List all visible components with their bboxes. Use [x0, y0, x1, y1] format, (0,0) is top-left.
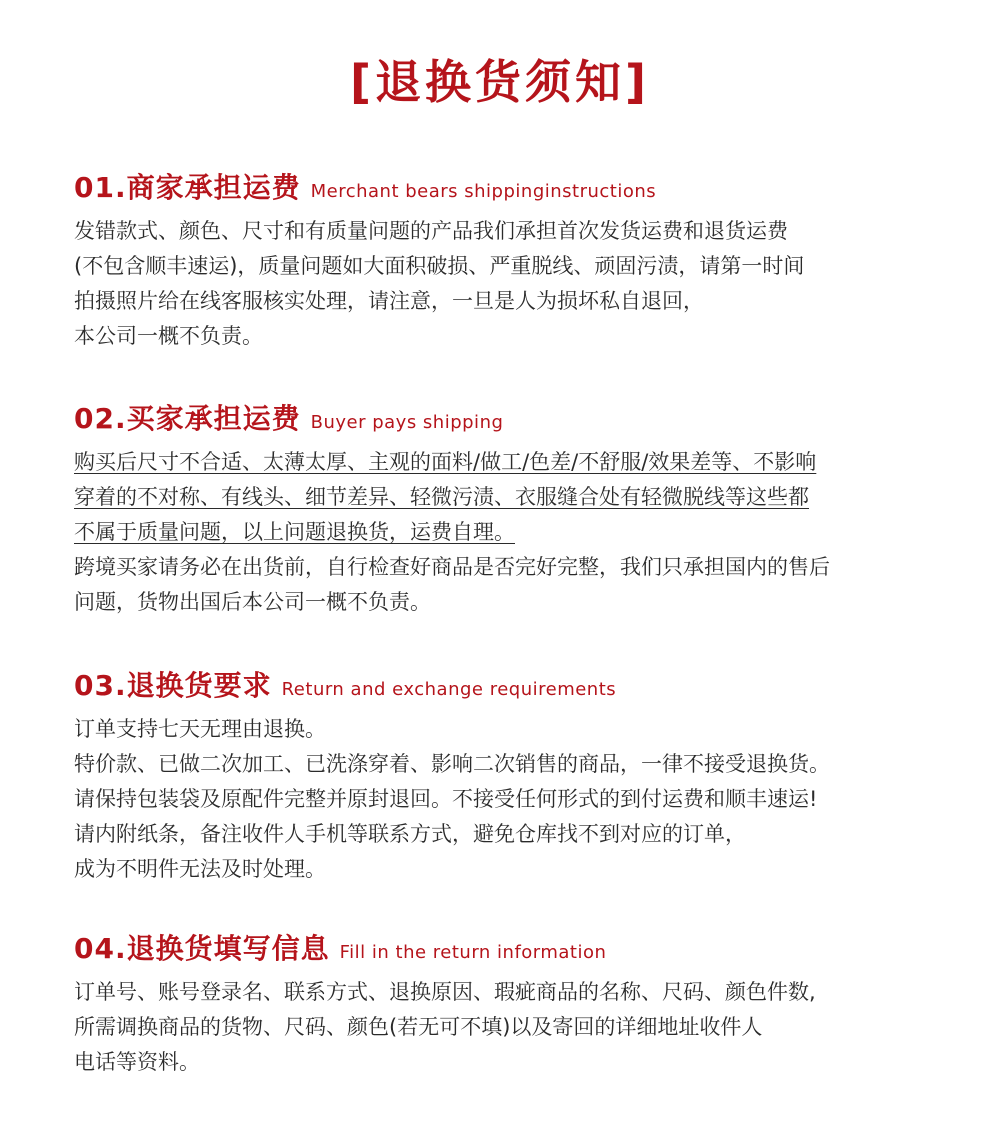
section-body	[74, 712, 944, 887]
section-merchant-bears-shipping	[74, 166, 944, 354]
body-line: 请保持包装袋及原配件完整并原封退回。不接受任何形式的到付运费和顺丰速运!	[74, 787, 818, 811]
section-title: 04.退换货填写信息	[74, 932, 330, 965]
underlined-line	[74, 445, 944, 480]
section-title: 02.买家承担运费	[74, 402, 301, 435]
body-line: 所需调换商品的货物、尺码、颜色(若无可不填)以及寄回的详细地址收件人	[74, 1015, 763, 1039]
underlined-line	[74, 480, 944, 515]
section-body	[74, 445, 944, 620]
body-line: 订单号、账号登录名、联系方式、退换原因、瑕疵商品的名称、尺码、颜色件数,	[74, 980, 816, 1004]
section-body	[74, 975, 944, 1080]
section-header	[74, 664, 944, 704]
underlined-text: 不属于质量问题，以上问题退换货，运费自理。	[74, 520, 515, 544]
section-subtitle: Buyer pays shipping	[310, 412, 504, 433]
section-subtitle: Fill in the return information	[339, 942, 607, 963]
body-line: 请内附纸条，备注收件人手机等联系方式，避免仓库找不到对应的订单，	[74, 822, 746, 846]
section-fill-return-information	[74, 927, 944, 1080]
section-return-exchange-requirements	[74, 664, 944, 887]
body-line: 问题，货物出国后本公司一概不负责。	[74, 590, 431, 614]
body-line: 发错款式、颜色、尺寸和有质量问题的产品我们承担首次发货运费和退货运费	[74, 219, 788, 243]
body-line: 跨境买家请务必在出货前，自行检查好商品是否完好完整，我们只承担国内的售后	[74, 555, 830, 579]
body-line: 拍摄照片给在线客服核实处理，请注意，一旦是人为损坏私自退回，	[74, 289, 704, 313]
body-line: 本公司一概不负责。	[74, 324, 263, 348]
underlined-text: 穿着的不对称、有线头、细节差异、轻微污渍、衣服缝合处有轻微脱线等这些都	[74, 485, 809, 509]
underlined-line	[74, 515, 944, 550]
section-header	[74, 166, 944, 206]
section-title: 01.商家承担运费	[74, 171, 301, 204]
section-subtitle: Return and exchange requirements	[281, 679, 617, 700]
section-buyer-pays-shipping	[74, 397, 944, 620]
section-body	[74, 214, 944, 354]
section-title: 03.退换货要求	[74, 669, 272, 702]
body-line: (不包含顺丰速运)，质量问题如大面积破损、严重脱线、顽固污渍，请第一时间	[74, 254, 805, 278]
body-line: 成为不明件无法及时处理。	[74, 857, 326, 881]
page-title: [退换货须知]	[349, 55, 651, 109]
section-header	[74, 397, 944, 437]
underlined-text: 购买后尺寸不合适、太薄太厚、主观的面料/做工/色差/不舒服/效果差等、不影响	[74, 450, 817, 474]
section-header	[74, 927, 944, 967]
section-subtitle: Merchant bears shippinginstructions	[310, 181, 657, 202]
body-line: 电话等资料。	[74, 1050, 200, 1074]
body-line: 订单支持七天无理由退换。	[74, 717, 326, 741]
body-line: 特价款、已做二次加工、已洗涤穿着、影响二次销售的商品，一律不接受退换货。	[74, 752, 830, 776]
